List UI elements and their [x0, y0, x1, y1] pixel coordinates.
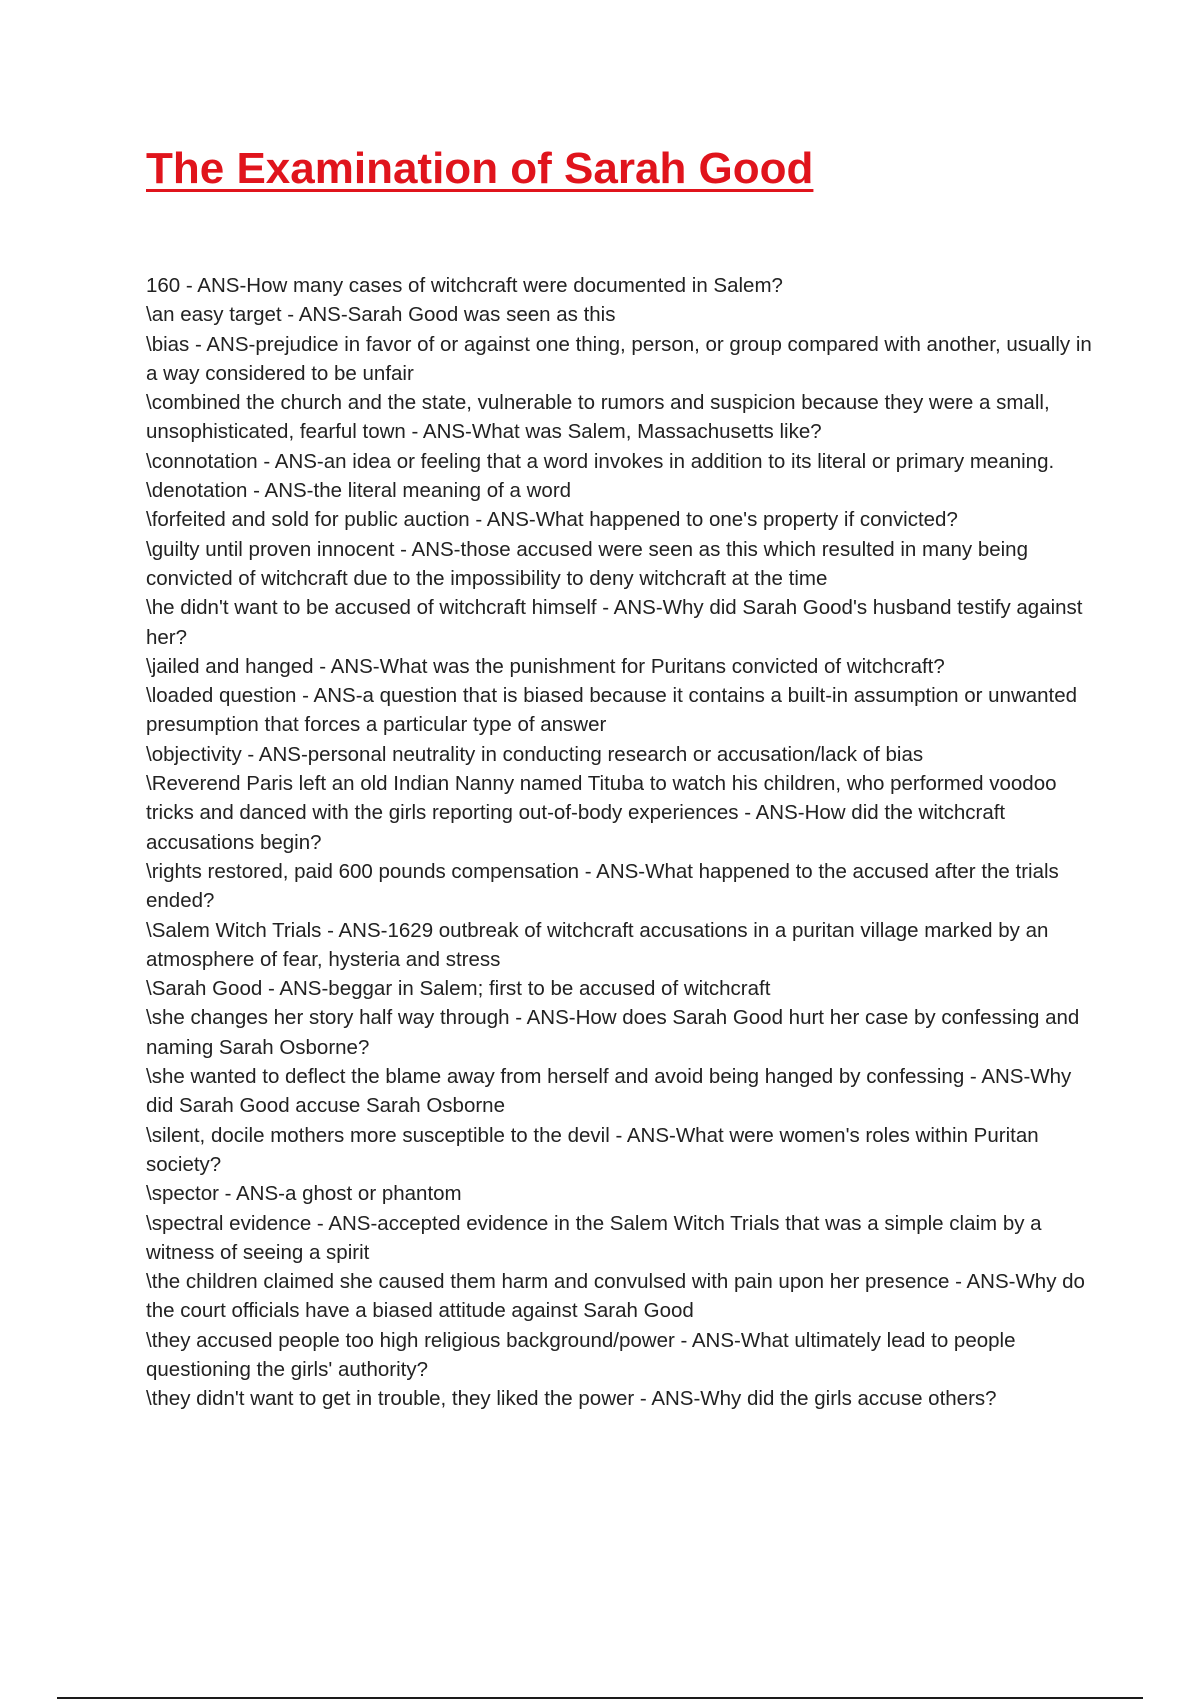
list-item: \she changes her story half way through - ANS-How does Sarah Good hurt her case by confessing and naming Sarah Osborne? — [146, 1006, 1080, 1059]
list-item: \bias - ANS-prejudice in favor of or against one thing, person, or group compared with another, usually in a way considered to be unfair — [146, 332, 1092, 385]
list-item: \objectivity - ANS-personal neutrality in conducting research or accusation/lack of bias — [146, 742, 924, 766]
list-item: \connotation - ANS-an idea or feeling that a word invokes in addition to its literal or primary meaning. — [146, 449, 1055, 473]
list-item: \she wanted to deflect the blame away from herself and avoid being hanged by confessing - ANS-Why did Sarah Good accuse Sarah Osborne — [146, 1065, 1072, 1118]
list-item: \they didn't want to get in trouble, they liked the power - ANS-Why did the girls accuse others? — [146, 1387, 997, 1411]
list-item: \Reverend Paris left an old Indian Nanny named Tituba to watch his children, who performed voodoo tricks and danced with the girls reporting out-of-body experiences - ANS-How did the witchcraft accusations begin? — [146, 772, 1057, 854]
list-item: \the children claimed she caused them harm and convulsed with pain upon her presence - ANS-Why do the court officials have a biased attitude against Sarah Good — [146, 1270, 1085, 1323]
document-title: The Examination of Sarah Good — [146, 144, 814, 193]
list-item: \rights restored, paid 600 pounds compensation - ANS-What happened to the accused after the trials ended? — [146, 859, 1059, 913]
list-item: \spectral evidence - ANS-accepted evidence in the Salem Witch Trials that was a simple claim by a witness of seeing a spirit — [146, 1211, 1042, 1264]
page-bottom-divider — [57, 1697, 1143, 1699]
list-item: \he didn't want to be accused of witchcraft himself - ANS-Why did Sarah Good's husband testify against her? — [146, 596, 1083, 649]
list-item: \Sarah Good - ANS-beggar in Salem; first to be accused of witchcraft — [146, 977, 771, 1001]
list-item: \spector - ANS-a ghost or phantom — [146, 1182, 462, 1206]
list-item: \combined the church and the state, vulnerable to rumors and suspicion because they were a small, unsophisticated, fearful town - ANS-What was Salem, Massachusetts like? — [146, 391, 1050, 444]
list-item: \they accused people too high religious background/power - ANS-What ultimately lead to people questioning the girls' authority? — [146, 1328, 1016, 1381]
list-item: \silent, docile mothers more susceptible to the devil - ANS-What were women's roles within Puritan society? — [146, 1123, 1039, 1176]
list-item: \jailed and hanged - ANS-What was the punishment for Puritans convicted of witchcraft? — [146, 654, 945, 678]
list-item: 160 - ANS-How many cases of witchcraft were documented in Salem? — [146, 274, 783, 297]
qa-list — [146, 271, 1101, 1414]
list-item: \forfeited and sold for public auction - ANS-What happened to one's property if convicted? — [146, 508, 958, 532]
list-item: \guilty until proven innocent - ANS-those accused were seen as this which resulted in many being convicted of witchcraft due to the impossibility to deny witchcraft at the time — [146, 537, 1028, 590]
list-item: \denotation - ANS-the literal meaning of a word — [146, 479, 572, 503]
list-item: \Salem Witch Trials - ANS-1629 outbreak of witchcraft accusations in a puritan village marked by an atmosphere of fear, hysteria and stress — [146, 918, 1049, 971]
list-item: \an easy target - ANS-Sarah Good was seen as this — [146, 303, 616, 327]
list-item: \loaded question - ANS-a question that is biased because it contains a built-in assumption or unwanted presumption that forces a particular type of answer — [146, 684, 1078, 737]
